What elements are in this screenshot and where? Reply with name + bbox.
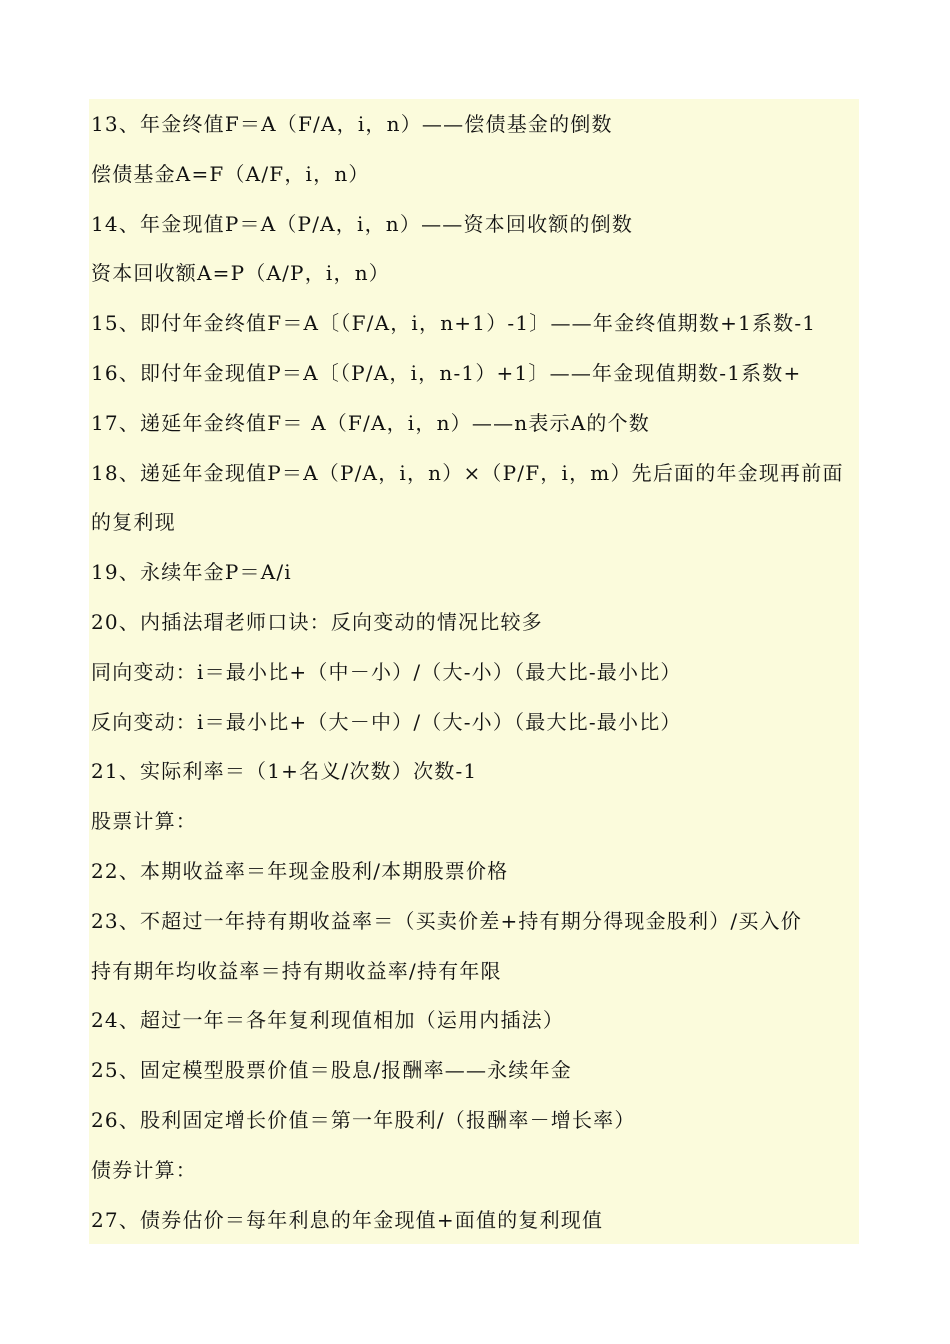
stock-calculation-heading: 股票计算： [91, 809, 197, 834]
formula-line-13: 13、年金终值F＝A（F/A，i，n）——偿债基金的倒数 [91, 112, 613, 136]
formula-line-25: 25、固定模型股票价值＝股息/报酬率——永续年金 [91, 1058, 572, 1083]
capital-recovery-line: 资本回收额A=P（A/P，i，n） [91, 261, 390, 286]
formula-line-14: 14、年金现值P＝A（P/A，i，n）——资本回收额的倒数 [91, 211, 634, 236]
formula-line-21: 21、实际利率＝（1+名义/次数）次数-1 [91, 759, 478, 784]
formula-line-17: 17、递延年金终值F＝ A（F/A，i，n）——n表示A的个数 [91, 410, 650, 435]
formula-line-26: 26、股利固定增长价值＝第一年股利/（报酬率－增长率） [91, 1107, 636, 1132]
sinking-fund-line: 偿债基金A=F（A/F，i，n） [91, 161, 370, 186]
formula-line-19: 19、永续年金P＝A/i [91, 560, 292, 585]
formula-line-27: 27、债券估价＝每年利息的年金现值+面值的复利现值 [91, 1207, 604, 1232]
formula-line-16: 16、即付年金现值P＝A〔（P/A，i，n-1）+1〕——年金现值期数-1系数+ [91, 360, 802, 385]
formula-line-18-continued: 的复利现 [91, 510, 176, 535]
formula-line-24: 24、超过一年＝各年复利现值相加（运用内插法） [91, 1008, 565, 1033]
formula-line-22: 22、本期收益率＝年现金股利/本期股票价格 [91, 858, 509, 883]
opposite-direction-line: 反向变动：i＝最小比+（大－中）/（大-小）（最大比-最小比） [91, 709, 682, 734]
same-direction-line: 同向变动：i＝最小比+（中－小）/（大-小）（最大比-最小比） [91, 659, 682, 684]
formula-line-15: 15、即付年金终值F＝A〔（F/A，i，n+1）-1〕——年金终值期数+1系数-1 [91, 311, 817, 336]
formula-list [91, 100, 861, 1245]
formula-line-23: 23、不超过一年持有期收益率＝（买卖价差+持有期分得现金股利）/买入价 [91, 908, 802, 933]
holding-period-line: 持有期年均收益率＝持有期收益率/持有年限 [91, 958, 502, 983]
formula-line-20: 20、内插法瑁老师口诀：反向变动的情况比较多 [91, 609, 543, 634]
formula-line-18: 18、递延年金现值P＝A（P/A，i，n）×（P/F，i，m）先后面的年金现再前面 [91, 460, 844, 485]
bond-calculation-heading: 债券计算： [91, 1157, 197, 1182]
